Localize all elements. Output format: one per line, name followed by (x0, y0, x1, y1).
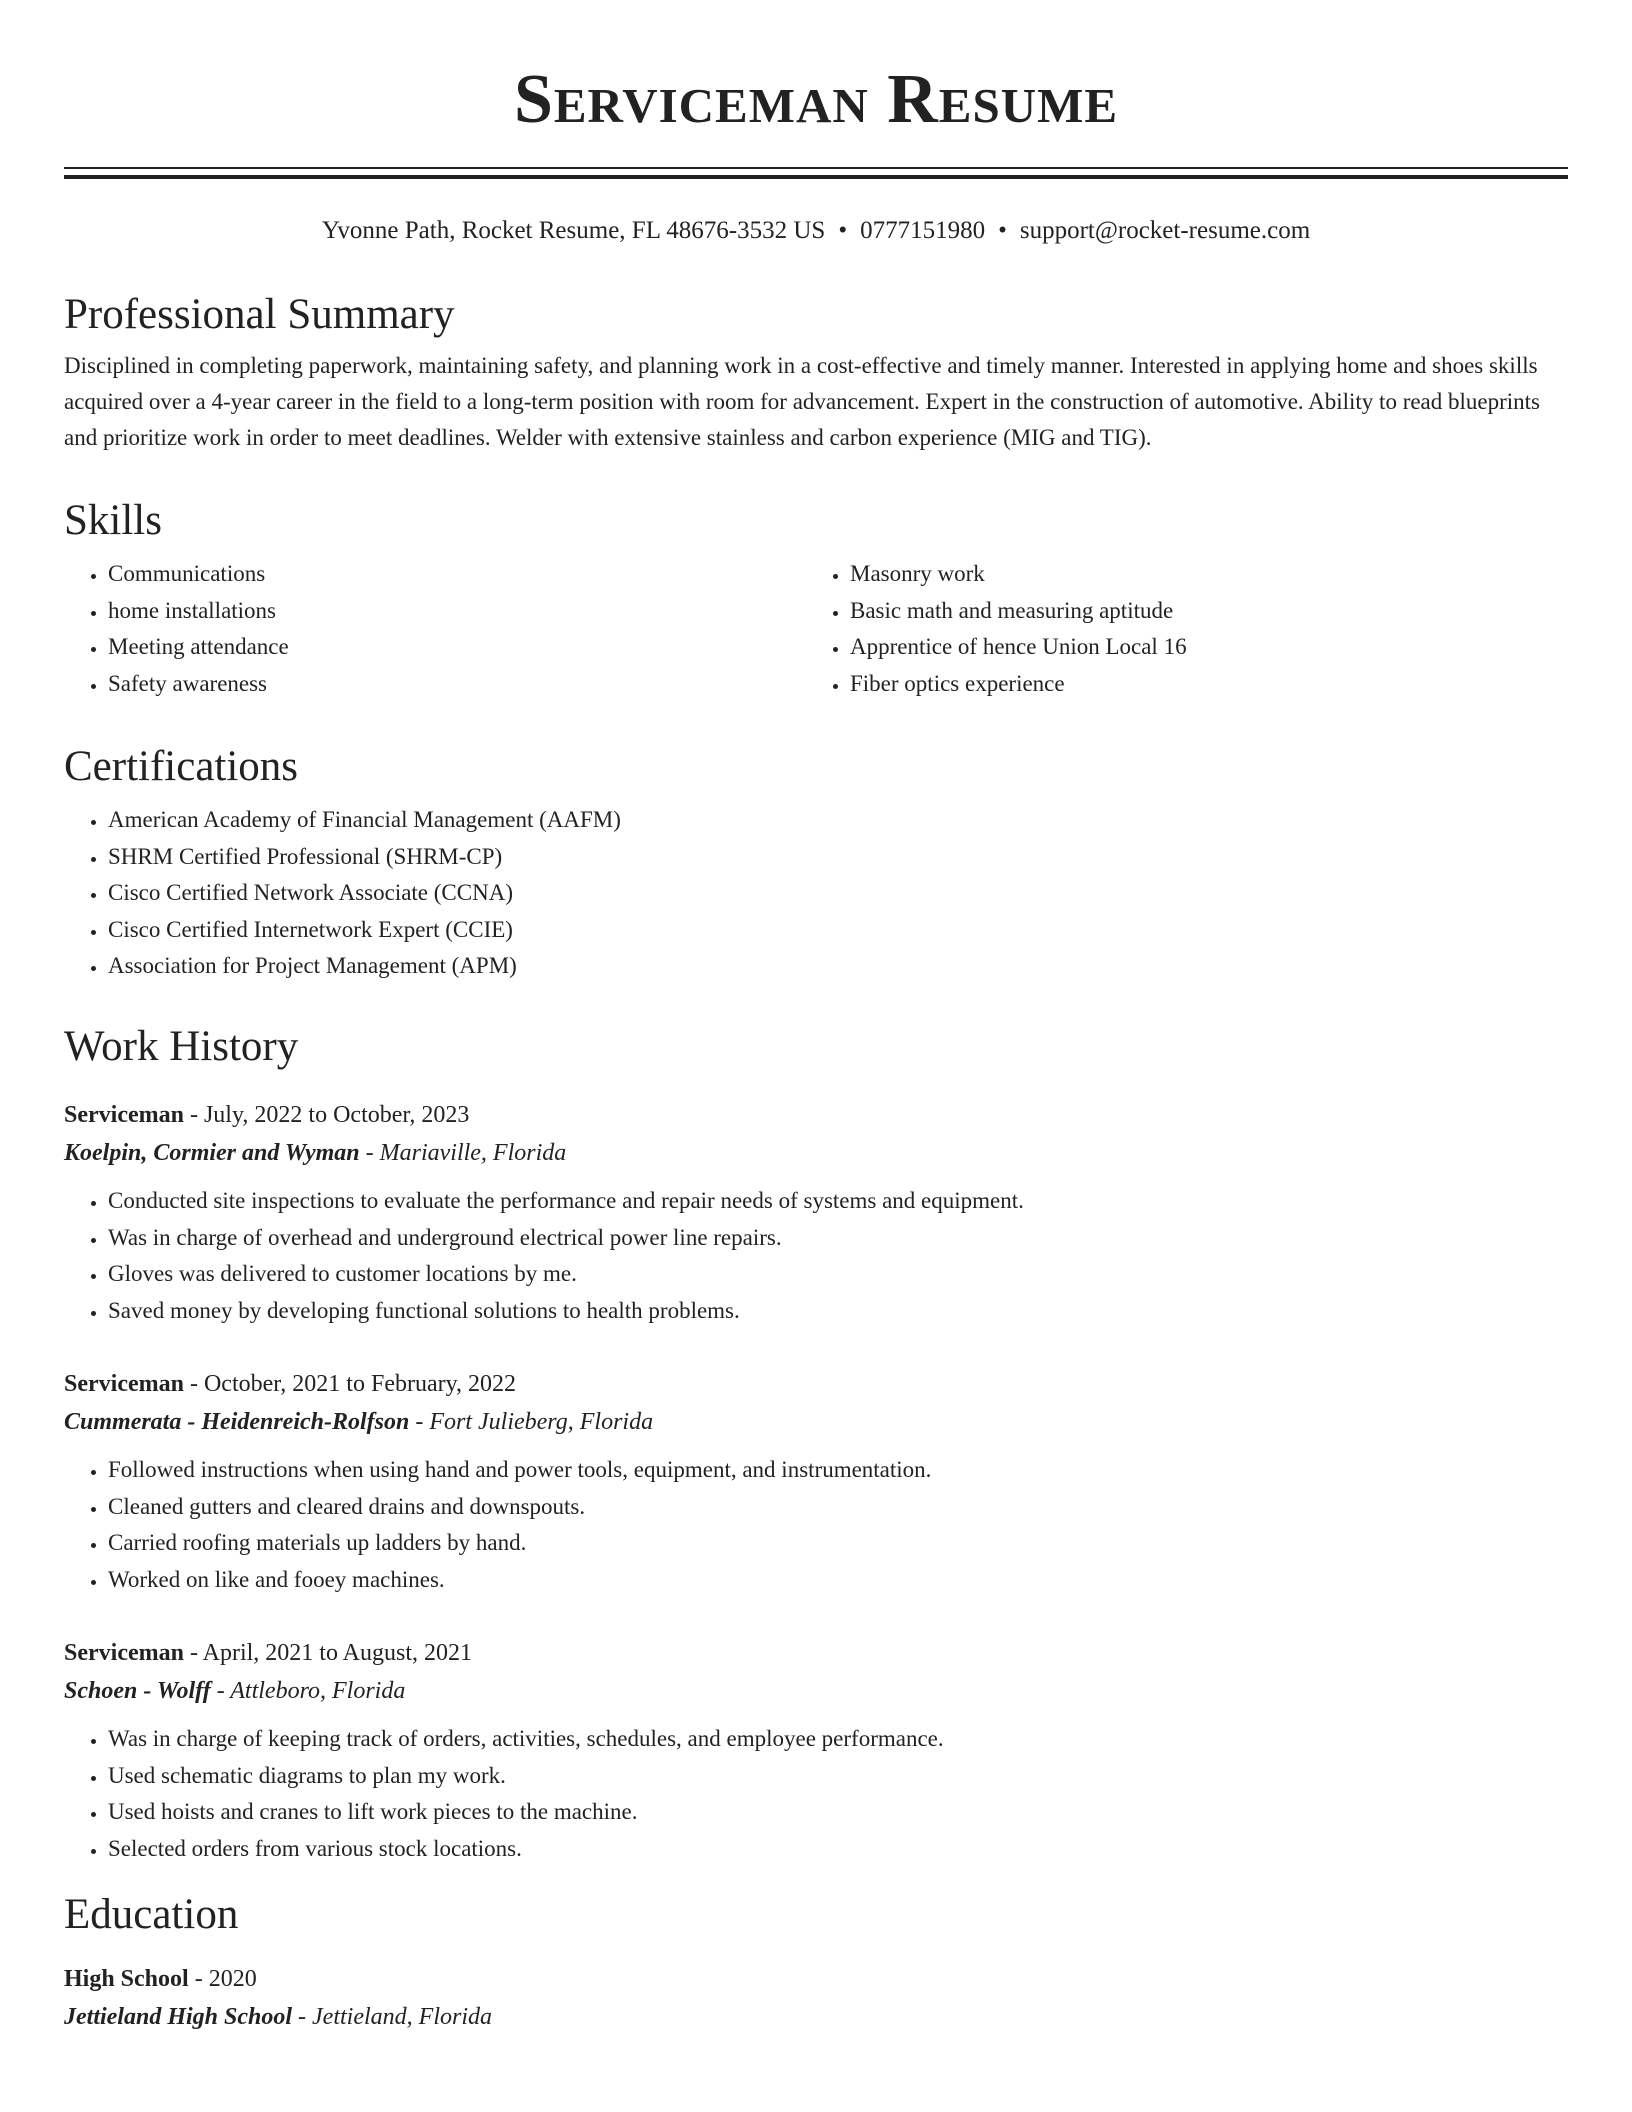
summary-section (64, 290, 1568, 456)
summary-text: Disciplined in completing paperwork, maintaining safety, and planning work in a cost-effective and timely manner. Interested in applying home and shoes skills acquired over a 4-year career in the field to a long-term position with room for advancement. Expert in the construction of automotive. Ability to read blueprints and prioritize work in order to meet deadlines. Welder with extensive stainless and carbon experience (MIG and TIG). (64, 353, 1541, 450)
work-heading: Work History (64, 1023, 299, 1070)
skill-item: • Masonry work (850, 556, 1548, 593)
dash: - (183, 1102, 204, 1128)
dash: - (210, 1678, 231, 1704)
job-dates: July, 2022 to October, 2023 (203, 1102, 470, 1128)
skills-section (64, 496, 1568, 702)
certification-item: • American Academy of Financial Management (AAFM) (108, 802, 1568, 839)
skills-columns (64, 556, 1568, 702)
dash: - (188, 1966, 209, 1992)
contact-line (64, 214, 1568, 248)
education-heading: Education (64, 1891, 239, 1938)
certifications-heading: Certifications (64, 743, 299, 790)
resume-title: Serviceman Resume (513, 61, 1119, 138)
skills-column-left (64, 556, 806, 702)
job-bullet: • Saved money by developing functional solutions to health problems. (108, 1293, 1568, 1330)
job-dates: April, 2021 to August, 2021 (202, 1640, 472, 1666)
education-degree: High School (64, 1966, 189, 1992)
title-rule-thick (64, 175, 1568, 179)
job-title: Serviceman (64, 1640, 184, 1666)
certification-item: • SHRM Certified Professional (SHRM-CP) (108, 839, 1568, 876)
education-location: Jettieland, Florida (312, 2004, 492, 2030)
job-company: Schoen - Wolff (64, 1678, 211, 1704)
job-bullet: • Used hoists and cranes to lift work pieces to the machine. (108, 1794, 1568, 1831)
job-bullet: • Selected orders from various stock locations. (108, 1831, 1568, 1868)
job-title: Serviceman (64, 1371, 184, 1397)
job-bullet: • Used schematic diagrams to plan my work. (108, 1758, 1568, 1795)
dash: - (292, 2004, 313, 2030)
job-bullet: • Followed instructions when using hand and power tools, equipment, and instrumentation. (108, 1452, 1568, 1489)
skill-item: • Apprentice of hence Union Local 16 (850, 629, 1548, 666)
dash: - (183, 1640, 203, 1666)
certification-item: • Cisco Certified Network Associate (CCNA) (108, 875, 1568, 912)
work-heading-block (64, 1022, 1568, 1072)
job-location: Attleboro, Florida (230, 1678, 406, 1704)
certification-item: • Association for Project Management (APM) (108, 948, 1568, 985)
contact-phone: 0777151980 (860, 217, 986, 244)
dash: - (183, 1371, 204, 1397)
job-entry (64, 1634, 1568, 1867)
skill-item: • home installations (108, 593, 806, 630)
education-year: 2020 (208, 1966, 257, 1992)
job-location: Fort Julieberg, Florida (429, 1409, 654, 1435)
skill-item: • Fiber optics experience (850, 666, 1548, 703)
job-bullet: • Worked on like and fooey machines. (108, 1562, 1568, 1599)
skill-item: • Basic math and measuring aptitude (850, 593, 1548, 630)
skills-column-right (806, 556, 1548, 702)
job-bullet: • Was in charge of overhead and underground electrical power line repairs. (108, 1220, 1568, 1257)
summary-heading: Professional Summary (64, 291, 455, 338)
dash: - (359, 1140, 380, 1166)
job-entry (64, 1365, 1568, 1598)
skill-item: • Safety awareness (108, 666, 806, 703)
job-bullet: • Conducted site inspections to evaluate the performance and repair needs of systems and equipment. (108, 1183, 1568, 1220)
job-location: Mariaville, Florida (379, 1140, 567, 1166)
job-entry (64, 1096, 1568, 1329)
job-bullet: • Cleaned gutters and cleared drains and downspouts. (108, 1489, 1568, 1526)
education-section (64, 1890, 1568, 2036)
skill-item: • Meeting attendance (108, 629, 806, 666)
contact-separator: • (998, 217, 1007, 244)
certification-item: • Cisco Certified Internetwork Expert (CCIE) (108, 912, 1568, 949)
contact-email: support@rocket-resume.com (1019, 217, 1311, 244)
job-bullet: • Gloves was delivered to customer locations by me. (108, 1256, 1568, 1293)
job-bullet: • Carried roofing materials up ladders by hand. (108, 1525, 1568, 1562)
dash: - (409, 1409, 430, 1435)
skills-heading: Skills (64, 497, 162, 544)
education-school: Jettieland High School (64, 2004, 293, 2030)
contact-separator: • (838, 217, 848, 244)
job-company: Cummerata - Heidenreich-Rolfson (64, 1409, 410, 1435)
job-title: Serviceman (64, 1102, 184, 1128)
job-company: Koelpin, Cormier and Wyman (64, 1140, 360, 1166)
certifications-section (64, 742, 1568, 985)
job-dates: October, 2021 to February, 2022 (203, 1371, 517, 1397)
skill-item: • Communications (108, 556, 806, 593)
title-rule-thin (64, 167, 1568, 169)
contact-address: Yvonne Path, Rocket Resume, FL 48676-3532 US (321, 217, 826, 244)
job-bullet: • Was in charge of keeping track of orders, activities, schedules, and employee performance. (108, 1721, 1568, 1758)
